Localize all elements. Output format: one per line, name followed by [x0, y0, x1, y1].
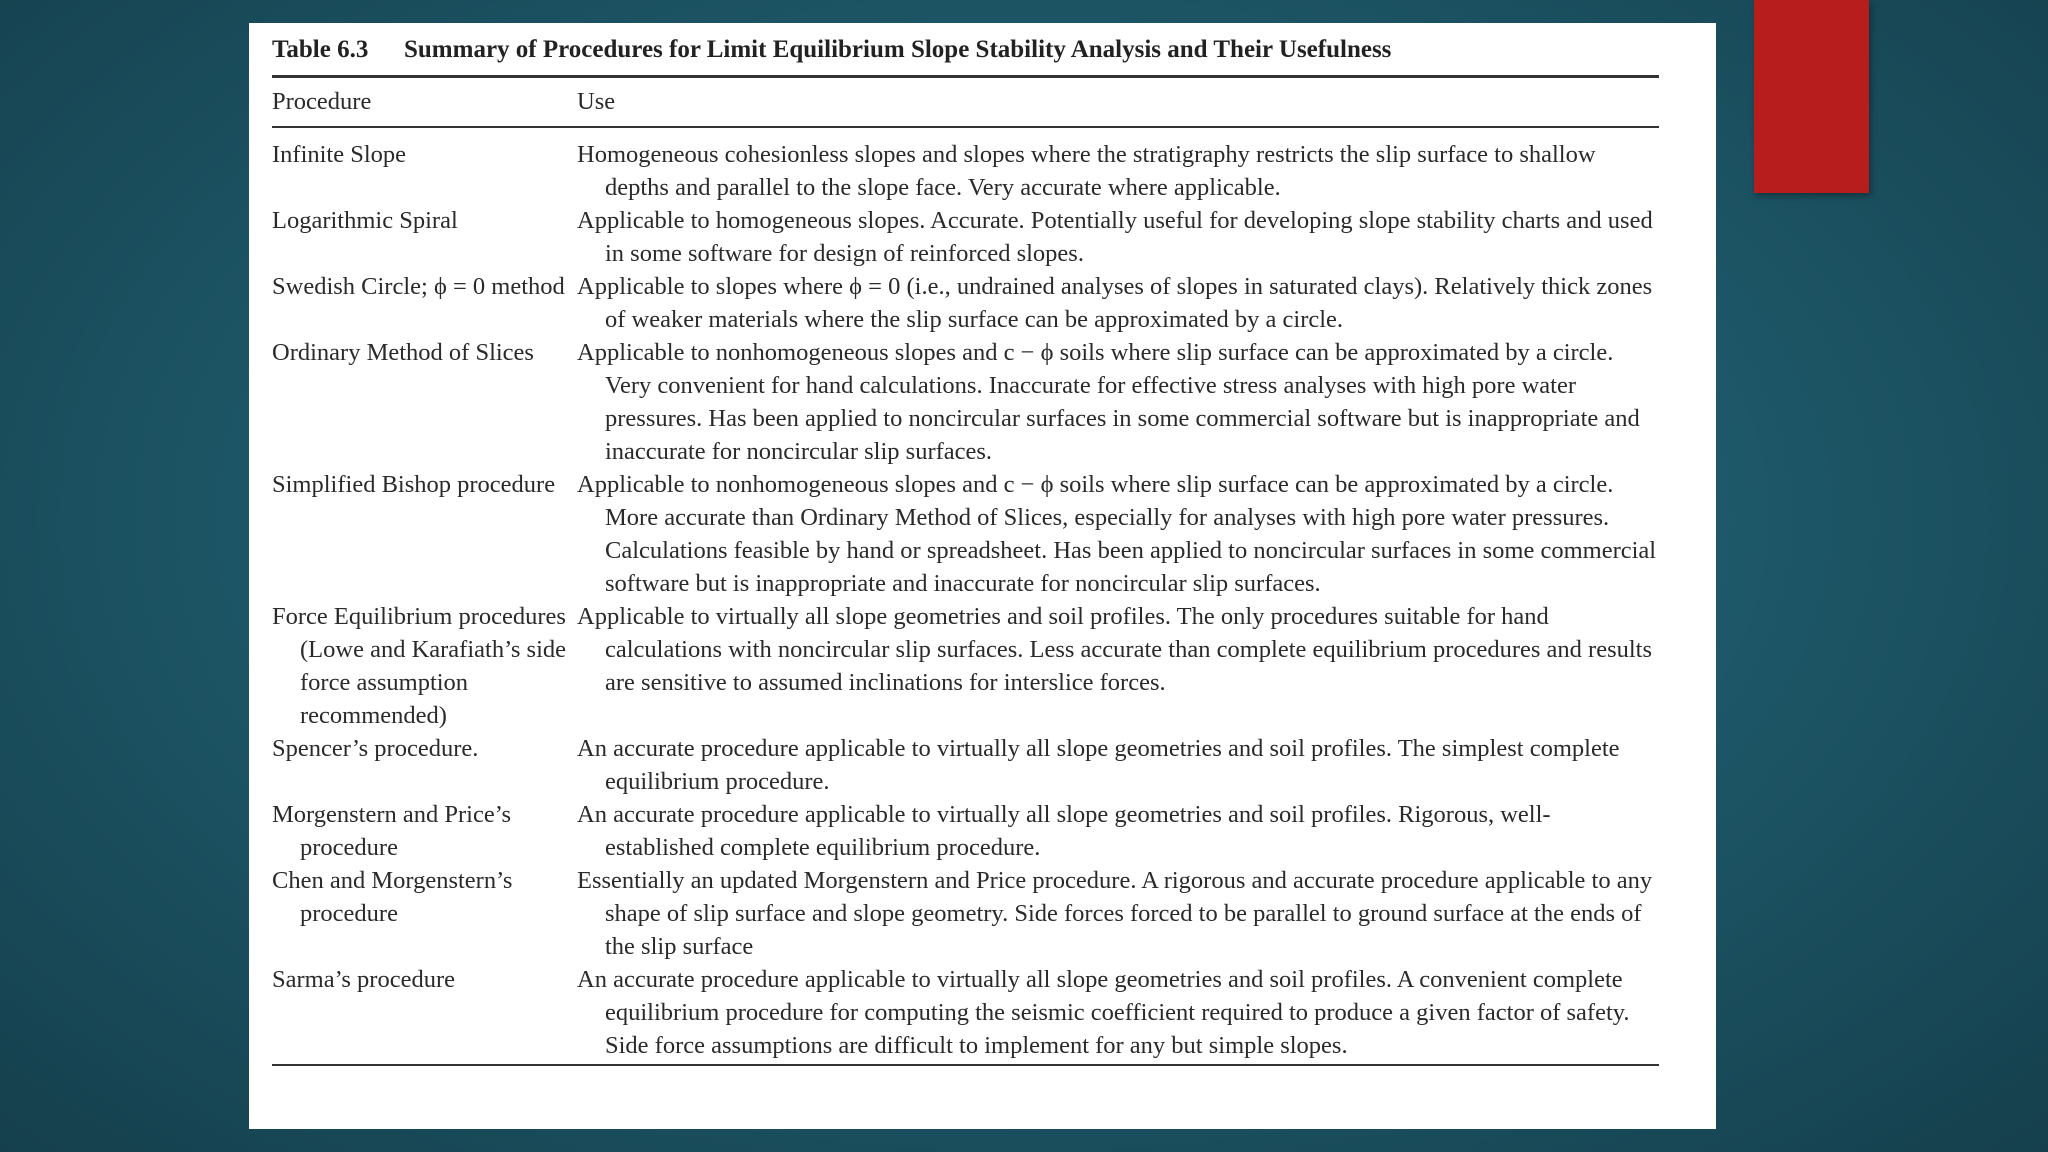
- table-row: [272, 127, 1659, 204]
- table-row: [272, 270, 1659, 336]
- table-caption-number: Table 6.3: [272, 36, 369, 63]
- use-cell: An accurate procedure applicable to virtually all slope geometries and soil profiles. A convenient complete equilibrium procedure for computing the seismic coefficient required to produce a given factor of safety. Side force assumptions are difficult to implement for any but simple slopes.: [577, 966, 1630, 1059]
- use-cell: Applicable to homogeneous slopes. Accurate. Potentially useful for developing slope stability charts and used in some software for design of reinforced slopes.: [577, 207, 1653, 267]
- use-cell: An accurate procedure applicable to virtually all slope geometries and soil profiles. The simplest complete equilibrium procedure.: [577, 735, 1620, 795]
- header-procedure: Procedure: [272, 78, 577, 127]
- table-caption: [272, 23, 1659, 78]
- table-row: [272, 864, 1659, 963]
- table-row: [272, 468, 1659, 600]
- table-row: [272, 600, 1659, 732]
- procedure-cell: Swedish Circle; ϕ = 0 method: [272, 273, 565, 300]
- table-row: [272, 798, 1659, 864]
- table-card: [249, 23, 1716, 1129]
- use-cell: Applicable to nonhomogeneous slopes and c − ϕ soils where slip surface can be approximated by a circle. More accurate than Ordinary Method of Slices, especially for analyses with high pore water pressures. Calculations feasible by hand or spreadsheet. Has been applied to noncircular surfaces in some commercial software but is inappropriate and inaccurate for noncircular slip surfaces.: [577, 471, 1657, 597]
- table-bottom-rule: [272, 1064, 1659, 1066]
- procedure-cell: Infinite Slope: [272, 141, 407, 168]
- red-accent-block: [1754, 0, 1869, 193]
- procedure-cell: Spencer’s procedure.: [272, 735, 479, 762]
- table-row: [272, 204, 1659, 270]
- table-row: [272, 336, 1659, 468]
- procedure-cell: Ordinary Method of Slices: [272, 339, 534, 366]
- procedure-cell: Chen and Morgenstern’s procedure: [272, 867, 513, 927]
- table-row: [272, 963, 1659, 1064]
- procedure-cell: Force Equilibrium procedures (Lowe and Karafiath’s side force assumption recommended): [272, 603, 566, 729]
- use-cell: Applicable to nonhomogeneous slopes and c − ϕ soils where slip surface can be approximated by a circle. Very convenient for hand calculations. Inaccurate for effective stress analyses with high pore water pressures. Has been applied to noncircular surfaces in some commercial software but is inappropriate and inaccurate for noncircular slip surfaces.: [577, 339, 1640, 465]
- procedure-cell: Sarma’s procedure: [272, 966, 455, 993]
- use-cell: Essentially an updated Morgenstern and Price procedure. A rigorous and accurate procedure applicable to any shape of slip surface and slope geometry. Side forces forced to be parallel to ground surface at the ends of the slip surface: [577, 867, 1653, 960]
- procedure-cell: Morgenstern and Price’s procedure: [272, 801, 512, 861]
- use-cell: Homogeneous cohesionless slopes and slopes where the stratigraphy restricts the slip surface to shallow depths and parallel to the slope face. Very accurate where applicable.: [577, 141, 1596, 201]
- use-cell: An accurate procedure applicable to virtually all slope geometries and soil profiles. Rigorous, well-established complete equilibrium procedure.: [577, 801, 1551, 861]
- table-header-row: [272, 78, 1659, 127]
- procedure-cell: Logarithmic Spiral: [272, 207, 458, 234]
- table-caption-title: Summary of Procedures for Limit Equilibrium Slope Stability Analysis and Their Usefulness: [404, 36, 1392, 63]
- use-cell: Applicable to slopes where ϕ = 0 (i.e., undrained analyses of slopes in saturated clays). Relatively thick zones of weaker materials where the slip surface can be approximated by a circle.: [577, 273, 1653, 333]
- procedure-cell: Simplified Bishop procedure: [272, 471, 556, 498]
- header-use: Use: [577, 78, 1659, 127]
- use-cell: Applicable to virtually all slope geometries and soil profiles. The only procedures suitable for hand calculations with noncircular slip surfaces. Less accurate than complete equilibrium procedures and results are sensitive to assumed inclinations for interslice forces.: [577, 603, 1653, 696]
- table-row: [272, 732, 1659, 798]
- procedures-table: [272, 78, 1659, 1064]
